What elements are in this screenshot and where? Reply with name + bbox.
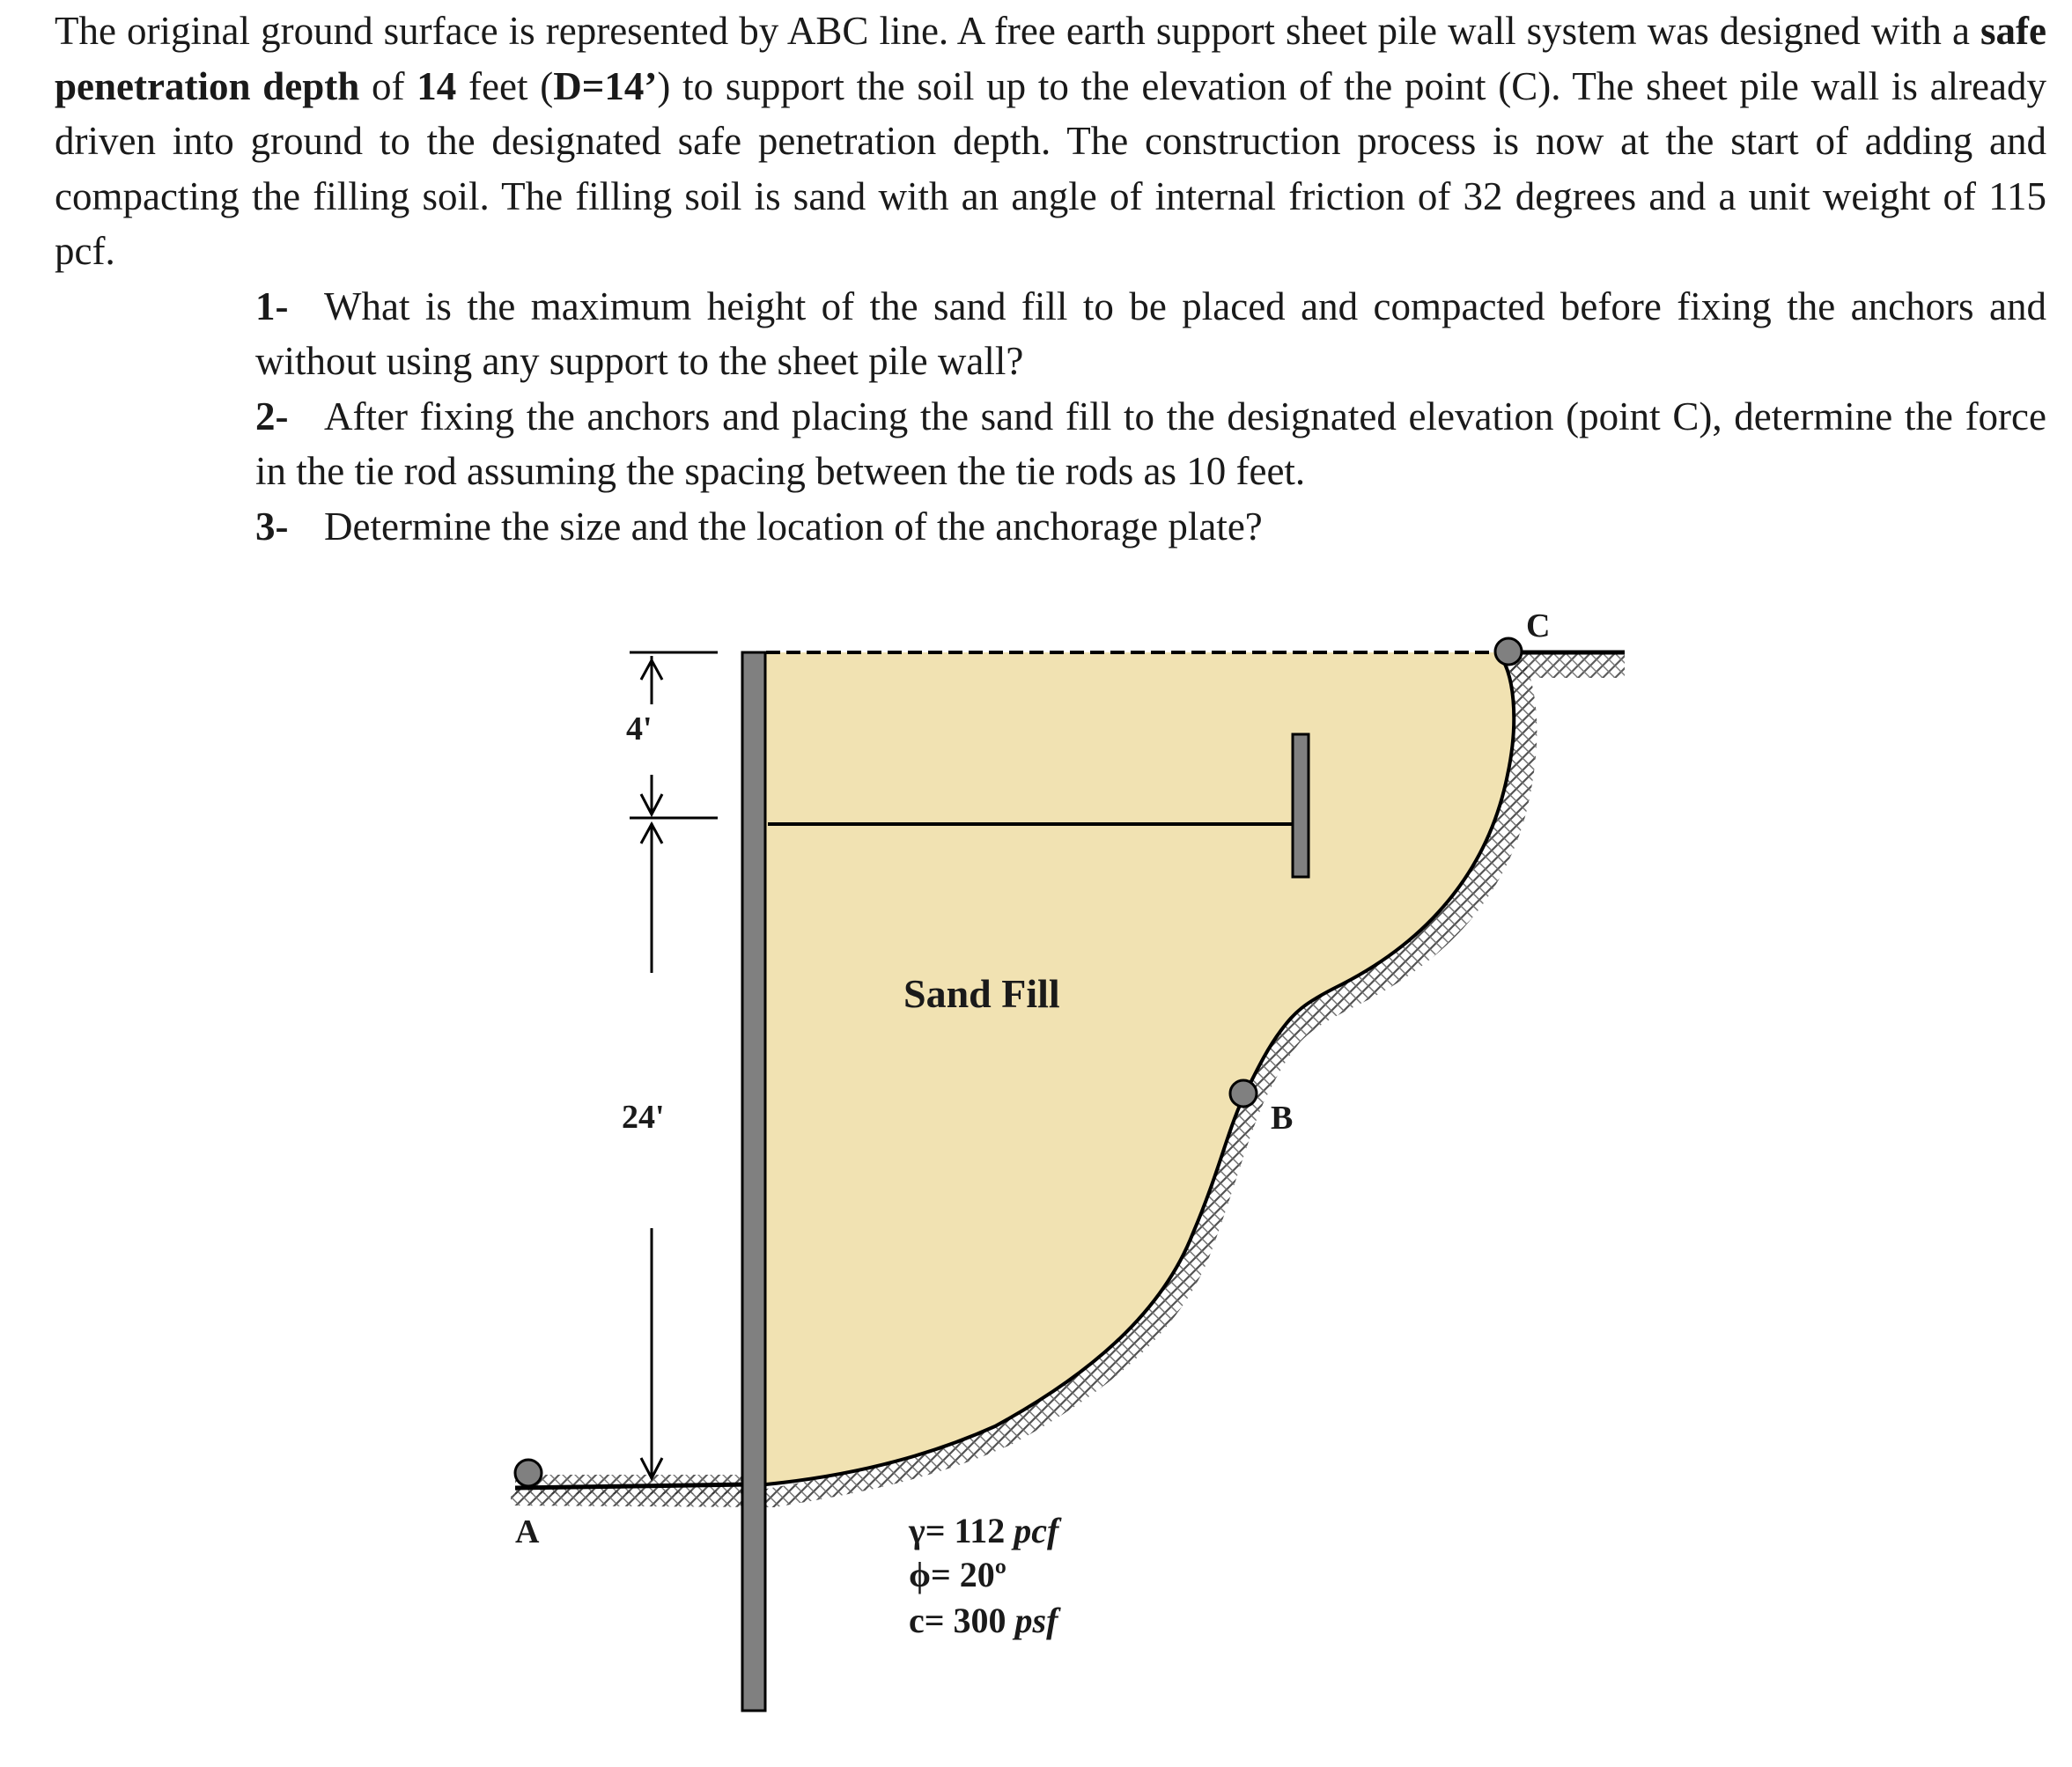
dimension-lines <box>630 652 718 1479</box>
point-b-marker <box>1230 1080 1257 1107</box>
question-text: After fixing the anchors and placing the sand fill to the designated elevation (point C), determine the force in the tie rod assuming the spacing between the tie rods as 10 feet. <box>255 394 2046 493</box>
question-item <box>255 499 2046 555</box>
sheet-pile-diagram <box>0 563 2072 1767</box>
question-number: 2- <box>255 394 289 438</box>
intro-bold-d-value: D=14’ <box>553 63 658 108</box>
intro-text-4: ) to support the soil up to the elevation of the point (C). The sheet pile wall is already driven into ground to the designated safe penetration depth. The construction process is now at the start of adding and compacting the filling soil. The filling soil is sand with an angle of internal friction of 32 degrees and a unit weight of 115 pcf. <box>55 63 2047 273</box>
ground-hatch-right <box>1506 652 1625 678</box>
problem-intro <box>55 4 2046 279</box>
intro-bold-penetration: safe penetration depth <box>55 9 2046 108</box>
soil-phi-label: ϕ= 20º <box>909 1555 1007 1594</box>
point-c-label: C <box>1526 607 1551 644</box>
problem-statement <box>55 4 2046 554</box>
anchor-plate <box>1293 734 1309 877</box>
soil-c-value: c= 300 <box>909 1601 1015 1640</box>
soil-gamma-label <box>908 1511 1062 1550</box>
question-list <box>55 279 2046 555</box>
point-c-marker <box>1495 638 1522 665</box>
point-a-label: A <box>515 1513 540 1550</box>
sand-fill-label: Sand Fill <box>903 971 1060 1016</box>
point-b-label: B <box>1271 1100 1294 1137</box>
point-a-marker <box>515 1460 542 1486</box>
sheet-pile-wall <box>742 652 765 1711</box>
question-text: Determine the size and the location of the anchorage plate? <box>324 504 1263 549</box>
intro-text-2: of <box>359 63 417 108</box>
question-number: 3- <box>255 504 289 549</box>
question-text: What is the maximum height of the sand fill to be placed and compacted before fixing the anchors and without using any support to the sheet pile wall? <box>255 283 2046 383</box>
soil-c-unit: psf <box>1014 1601 1058 1640</box>
dimension-total-label: 24' <box>622 1099 665 1136</box>
dimension-top-label: 4' <box>626 710 653 747</box>
intro-bold-depth-value: 14 <box>417 63 457 108</box>
sand-fill-region <box>766 652 1514 1484</box>
soil-gamma-unit: pcf <box>1014 1511 1059 1550</box>
intro-text-1: The original ground surface is represented by ABC line. A free earth support sheet pile wall system was designed with a <box>55 9 1981 53</box>
question-number: 1- <box>255 283 289 328</box>
intro-text-3: feet ( <box>456 63 554 108</box>
soil-gamma-value: γ= 112 <box>909 1511 1014 1550</box>
question-item <box>255 279 2046 389</box>
question-item <box>255 389 2046 499</box>
soil-c-label <box>909 1601 1061 1640</box>
